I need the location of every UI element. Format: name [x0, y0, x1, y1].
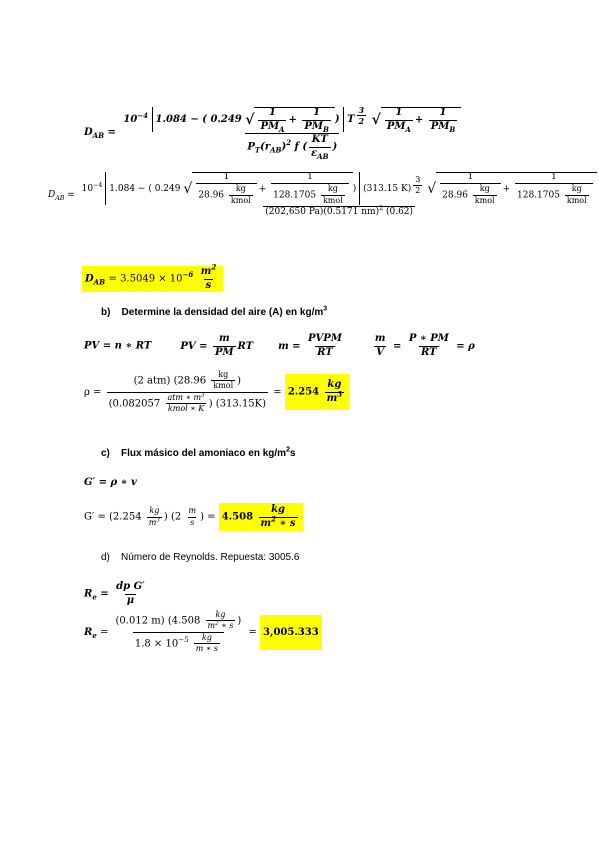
density-calculation: ρ = (2 atm) (28.96 $\frac{kg}{\text{kmol}}$ ) (0.082057 $\frac{atm ∗ m^3}{\text{kmol ∗ K}}$ ) (313.15K) = 2.254 $\frac{kg}{m^3}$ [84, 371, 349, 414]
section-b-heading: b) Determine la densidad del aire (A) en $kg/m^3$ [101, 305, 328, 318]
mass-flux-formula: G′ = ρ ∗ v [84, 477, 137, 488]
formula-dab-substituted: $D_{AB}$ = $10^{-4}$ 1.084 − ( 0.249 √ 1 28.96 $\frac{kg}{\text{kmol}}$ + 1 128.1705 $\frac{kg}{\text{kmol}}$ ) (313.15 K) $^{\frac{3}{2}}$ √ 1 28.96 $\frac{kg}{\text{kmol}}$ + 1 128.1705 $\frac{kg}{\text{kmol}}$ (202,650 Pa)(0.5171 nm)$^2$ (0.62) [48, 172, 599, 218]
mass-flux-calculation: G′ = (2.254 $\frac{kg}{m^3}$ ) (2 $\frac{m}{s}$ ) = 4.508 $\frac{kg}{m^2 ∗ s}$ [84, 503, 303, 531]
formula-dab-general [84, 106, 465, 159]
reynolds-calculation: $R_e$ = (0.012 m) (4.508 $\frac{kg}{m^2 ∗ s}$ ) $1.8 \times 10^{-5}$ $\frac{kg}{m ∗ s}$ = 3,005.333 [84, 611, 322, 654]
formula-lhs: $D_{AB}$ = [84, 127, 116, 141]
dab-result: $D_{AB} = 3.5049 \times 10^{-6}$ $\frac{m^2}{s}$ [82, 266, 223, 292]
formula-fraction: $10^{-4}$ 1.084 − ( 0.249 √ $\frac{1}{PM_A}$ + $\frac{1}{PM_B}$ ) T $^{\frac{3}{2}}$ √ $\frac{1}{PM_A}$ + $\frac{1}{PM_B}$ $P_T(r_{AB})^2$ f ( $\frac{KT}{\varepsilon_{AB}}$ ) [121, 106, 463, 159]
formula-fraction: $10^{-4}$ 1.084 − ( 0.249 √ 1 28.96 $\frac{kg}{\text{kmol}}$ + 1 128.1705 $\frac{kg}{\text{kmol}}$ ) (313.15 K) $^{\frac{3}{2}}$ √ 1 28.96 $\frac{kg}{\text{kmol}}$ + 1 128.1705 $\frac{kg}{\text{kmol}}$ (202,650 Pa)(0.5171 nm)$^2$ (0.62) [80, 172, 599, 218]
reynolds-result: 3,005.333 [260, 615, 322, 650]
section-c-heading: c) Flux másico del amoniaco en $kg/m^2s$ [101, 446, 296, 459]
ideal-gas-equations [84, 334, 475, 358]
section-d-heading: d) Número de Reynolds. Repuesta: 3005.6 [101, 552, 300, 563]
density-result: 2.254 $\frac{kg}{m^3}$ [285, 374, 349, 410]
mass-flux-result: 4.508 $\frac{kg}{m^2 ∗ s}$ [219, 503, 303, 531]
density-formula: $\frac{m}{V}$ = $\frac{P ∗ PM}{RT}$ = ρ [374, 333, 475, 358]
ideal-gas-law: PV = n ∗ RT [84, 340, 152, 352]
formula-lhs: $D_{AB}$ [48, 190, 65, 203]
reynolds-formula: $R_e$ = $\frac{\text{dp G′}}{\mu}$ [84, 581, 145, 606]
mass-formula: m = $\frac{\text{PVPM}}{RT}$ [278, 333, 342, 358]
ideal-gas-mass-form: PV = $\frac{m}{PM}$ RT [180, 333, 254, 358]
